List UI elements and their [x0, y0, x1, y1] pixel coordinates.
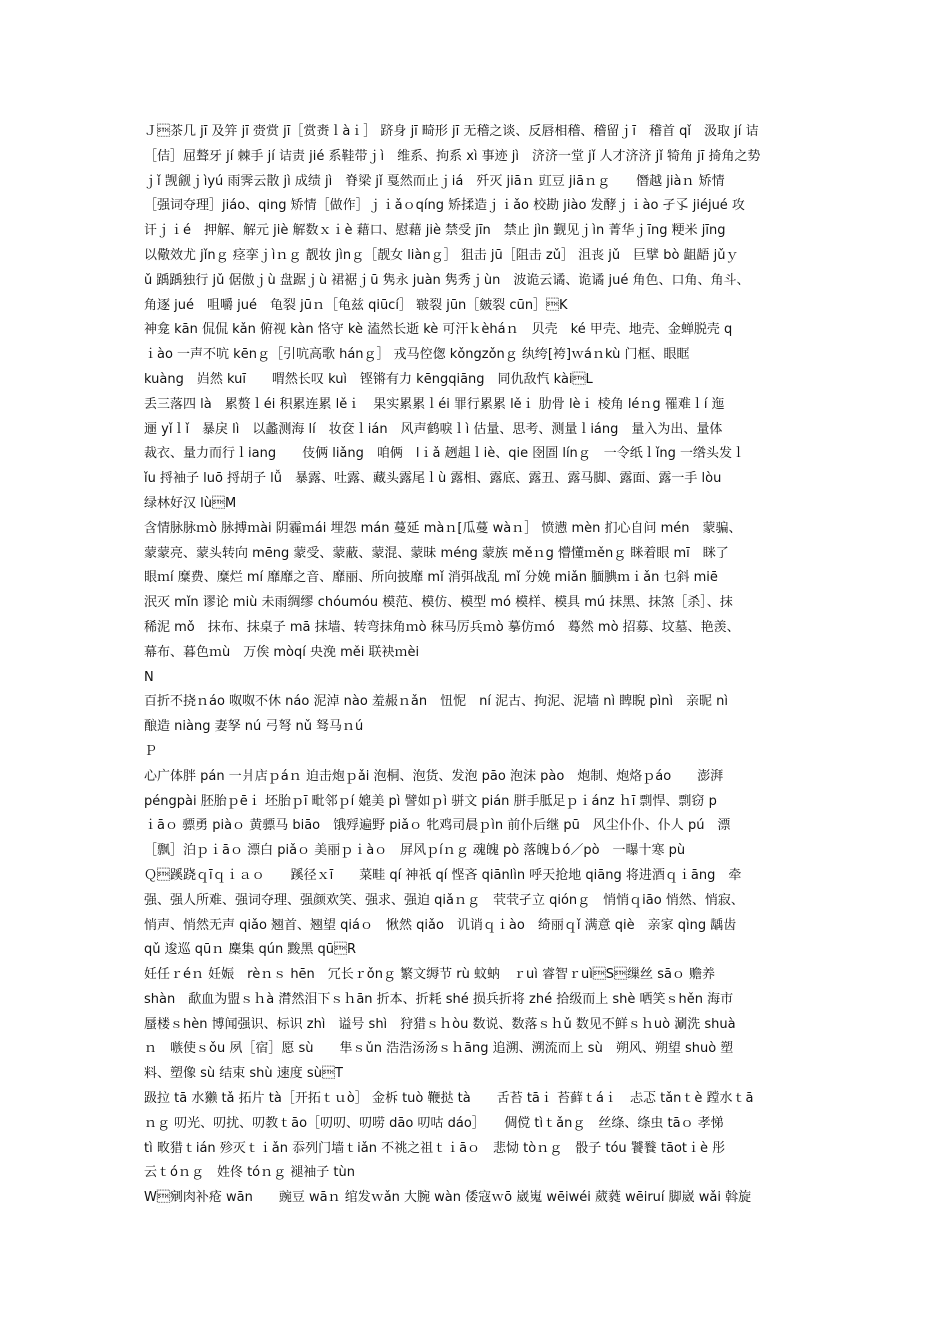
text-line: 百折不挠ｎáo 呶呶不休 náo 泥淖 nào 羞赧ｎǎn 忸怩 ní 泥古、拘泥、泥墙 nì 睥睨 pìnì 亲昵 nì — [144, 694, 729, 710]
text-line: 绿林好汉 lùM — [144, 495, 237, 511]
document-page — [144, 120, 816, 1211]
text-line: 云ｔóｎｇ 姓佟 tóｎｇ 褪袖子 tùn — [144, 1165, 355, 1181]
text-line: 神龛 kān 侃侃 kǎn 俯视 kàn 恪守 kè 溘然长逝 kè 可汗ｋèháｎ 贝壳 ké 甲壳、地壳、金蝉脱壳 q — [144, 322, 733, 338]
text-line: 含情脉脉ｍò 脉搏ｍài 阴霾ｍái 埋怨 mán 蔓延 màｎ[瓜蔓 wàｎ］ 愤懑 mèn 扪心自问 mén 蒙骗、 — [144, 520, 742, 536]
text-line: ［飘］泊ｐｉāｏ 漂白 piǎｏ 美丽ｐｉàｏ 屏风ｐíｎｇ 魂魄 pò 落魄ｂó／pò 一曝十寒 pù — [144, 843, 686, 859]
text-line: kuàng 岿然 kuī 喟然长叹 kuì 铿锵有力 kēngqiāng 同仇敌忾 kàiL — [144, 371, 593, 387]
text-line: 强、强人所难、强词夺理、强颜欢笑、强求、强迫 qiǎｎｇ 茕茕孑立 qiónｇ 悄悄ｑiāo 悄然、悄寂、 — [144, 892, 744, 908]
text-line: ｎ 嗾使ｓǒu 夙［宿］愿 sù 隼ｓǔn 浩浩汤汤ｓｈāng 追溯、溯流而上 sù 朔风、朔望 shuò 塑 — [144, 1041, 734, 1057]
text-line: 逦 yǐｌǐ 暴戾 lì 以蠡测海 lí 妆奁ｌián 风声鹤唳ｌì 估量、思考、测量ｌiáng 量入为出、量体 — [144, 421, 723, 437]
text-line: W剜肉补疮 wān 豌豆 wāｎ 绾发ｗǎn 大腕 wàn 倭寇ｗō 崴嵬 wēiwéi 葳蕤 wēiruí 脚崴 wǎi 斡旋 — [144, 1190, 752, 1206]
text-line: ｉāｏ 骠勇 piàｏ 黄骠马 biāo 饿殍遍野 piǎｏ 牝鸡司晨ｐìn 前仆后继 pū 风尘仆仆、仆人 pú 漂 — [144, 818, 731, 834]
text-line: 蒙蒙亮、蒙头转向 mēng 蒙受、蒙蔽、蒙混、蒙昧 méng 蒙族 měｎg 懵懂ｍěnｇ 眯着眼 mī 眯了 — [144, 545, 729, 561]
text-line: Ｑ蹊跷ｑīｑｉａｏ 蹊径ｘī 菜畦 qí 神祇 qí 悭吝 qiānlìn 呼天抢地 qiāng 将进酒ｑｉāng 牵 — [144, 867, 742, 883]
text-line: 料、塑像 sù 结束 shù 速度 sùT — [144, 1066, 343, 1082]
text-line: qǔ 逡巡 qūｎ 麇集 qún 黢黑 qūR — [144, 942, 357, 958]
text-line: 趿拉 tā 水獭 tǎ 拓片 tà［开拓ｔｕò］ 金柝 tuò 鞭挞 tà 舌苔 tāｉ 苔藓ｔáｉ 忐忑 tǎnｔè 蹚水ｔā — [144, 1091, 754, 1107]
text-line: ［佶］屈聱牙 jí 棘手 jí 诘责 jié 系鞋带ｊì 维系、拘系 xì 事迹 jì 济济一堂 jǐ 人才济济 jǐ 犄角 jī 掎角之势 — [144, 148, 761, 164]
text-line: 悄声、悄然无声 qiǎo 翘首、翘望 qiáｏ 愀然 qiǎo 讥诮ｑｉào 绮丽ｑǐ 满意 qiè 亲家 qìng 龋齿 — [144, 917, 737, 933]
text-line: ［强词夺理］jiáo、qing 矫情［做作］ｊｉǎｏqíng 矫揉造ｊｉǎo 校勘 jiào 发酵ｊｉào 孑孓 jiéjué 攻 — [144, 198, 745, 214]
text-line: ǔ 踽踽独行 jǔ 倨傲ｊù 盘踞ｊù 裙裾ｊū 隽永 juàn 隽秀ｊùn 波诡云谲、诡谲 jué 角色、口角、角斗、 — [144, 272, 750, 288]
text-line: 讦ｊｉé 押解、解元 jiè 解数ｘｉè 藉口、慰藉 jiè 禁受 jīn 禁止 jìn 觐见ｊìn 菁华ｊīng 粳米 jīng — [144, 223, 726, 239]
text-line: tì 畋猎ｔián 殄灭ｔｉǎn 忝列门墙ｔiǎn 不祧之祖ｔｉāｏ 悲恸 tòｎｇ 骰子 tóu 饕餮 tāotｉè 彤 — [144, 1140, 726, 1156]
text-line: 眼ｍí 糜费、糜烂 mí 靡靡之音、靡丽、所向披靡 mǐ 消弭战乱 mǐ 分娩 miǎn 腼腆ｍｉǎn 乜斜 miē — [144, 570, 718, 586]
text-line: ｊǐ 觊觎ｊìyú 雨霁云散 jì 成绩 jì 脊梁 jǐ 戛然而止ｊiá 歼灭 jiāｎ 豇豆 jiāｎｇ 僭越 jiàｎ 矫情 — [144, 173, 725, 189]
text-line: Ｊ茶几 jī 及笄 jī 赍赏 jī［赏赉ｌàｉ］ 跻身 jī 畸形 jī 无稽之谈、反唇相稽、稽留ｊī 稽首 qǐ 汲取 jí 诘 — [144, 124, 759, 139]
text-line: ǐu 捋袖子 luō 捋胡子 lǚ 暴露、吐露、藏头露尾ｌù 露相、露底、露丑、露马脚、露面、露一手 lòu — [144, 471, 722, 487]
text-line: 心广体胖 pán 一爿店ｐáｎ 迫击炮ｐǎi 泡桐、泡货、发泡 pāo 泡沫 pào 炮制、炮烙ｐáo 澎湃 — [144, 768, 724, 784]
text-line: 泯灭 mǐn 谬论 miù 未雨绸缪 chóumóu 模范、模仿、模型 mó 模样、模具 mú 抹黑、抹煞［杀］、抹 — [144, 595, 733, 611]
text-line: 角逐 jué 咀嚼 jué 龟裂 jūｎ［龟兹 qiūcí］ 皲裂 jūn［皴裂 cūn］K — [144, 297, 568, 313]
text-line: 酿造 niàng 妻孥 nú 弓弩 nǔ 驽马ｎú — [144, 719, 364, 735]
section-letter: Ｐ — [144, 743, 158, 759]
text-line: 幕布、暮色ｍù 万俟 mòqí 央浼 měi 联袂ｍèi — [144, 644, 420, 660]
text-line: 稀泥 mǒ 抹布、抹桌子 mā 抹墙、转弯抹角ｍò 秣马厉兵ｍò 摹仿ｍó 蓦然 mò 招募、坟墓、艳羡、 — [144, 619, 740, 635]
text-line: 丢三落四 là 累赘ｌéi 积累连累 lěｉ 果实累累ｌéi 罪行累累 lěｉ 肋骨 lèｉ 棱角 léｎg 罹难ｌí 迤 — [144, 396, 725, 412]
text-line: ｉào 一声不吭 kēnｇ［引吭高歌 hánｇ］ 戎马倥偬 kǒngzǒnｇ 纨绔[袴]ｗáｎkù 门框、眼眶 — [144, 347, 690, 363]
text-line: péngpài 胚胎ｐēｉ 坯胎ｐī 毗邻ｐí 媲美 pì 譬如ｐì 骈文 pián 胼手胝足ｐｉánz ｈī 剽悍、剽窃 p — [144, 793, 717, 809]
text-line: ｎｇ 叨光、叨扰、叨教ｔāo［叨叨、叨唠 dāo 叨咕 dáo］ 倜傥 tìｔǎnｇ 丝绦、绦虫 tāｏ 孝悌 — [144, 1115, 724, 1131]
text-line: 裁衣、量力而行ｌiang 伎俩 liǎng 咱俩 lｉǎ 趔趄ｌiè、qie 囹圄 línｇ 一令纸ｌǐng 一绺头发ｌ — [144, 446, 746, 462]
text-line: 以儆效尤 jǐnｇ 痉挛ｊìｎｇ 靓妆 jìnｇ［靓女 liànｇ］ 狙击 jū［阻击 zǔ］ 沮丧 jǔ 巨擘 bò 龃龉 jǔｙ — [144, 247, 739, 263]
section-letter: N — [144, 669, 154, 685]
text-line: 蜃楼ｓhèn 博闻强识、标识 zhì 谥号 shì 狩猎ｓｈòu 数说、数落ｓｈǔ 数见不鲜ｓｈuò 涮洗 shuà — [144, 1016, 736, 1032]
text-line: shàn 歃血为盟ｓｈà 潸然泪下ｓｈān 折本、折耗 shé 损兵折将 zhé 拾级而上 shè 哂笑ｓhěn 海市 — [144, 991, 734, 1007]
text-line: 妊任ｒéｎ 妊娠 rèｎｓ hēn 冗长ｒǒnｇ 繁文缛节 rù 蚊蚋 ｒuì 睿智ｒuìS缫丝 sāｏ 赡养 — [144, 967, 716, 983]
